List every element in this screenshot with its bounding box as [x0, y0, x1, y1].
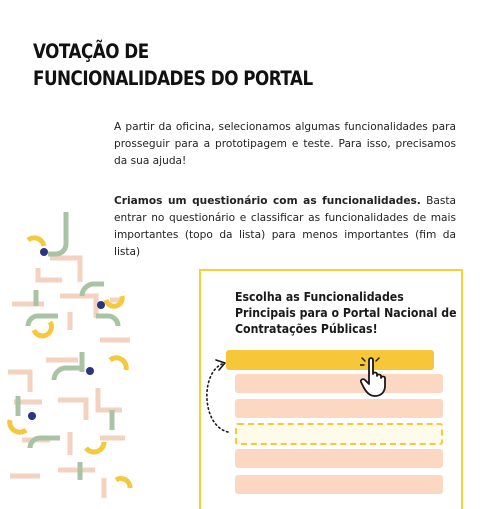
instructions-paragraph	[114, 193, 456, 261]
ranking-item-dragged[interactable]	[226, 350, 434, 370]
card-heading-line-3: Contratações Públicas!	[235, 322, 378, 336]
ranking-item[interactable]	[235, 399, 443, 418]
instructions-rest: Basta entrar no questionário e classificar as funcionalidades de mais importantes (topo da lista) para menos importantes (fim da lista)	[114, 195, 456, 258]
card-heading-line-2: Principais para o Portal Nacional de	[235, 306, 457, 320]
ranking-item[interactable]	[235, 374, 443, 393]
page-title-line-1: VOTAÇÃO DE	[33, 40, 149, 63]
curved-dotted-arrow-icon	[198, 356, 234, 436]
decorative-pattern	[0, 205, 135, 505]
intro-paragraph: A partir da oficina, selecionamos algumas funcionalidades para prosseguir para a prototipagem e teste. Para isso, precisamos da sua ajuda!	[114, 121, 456, 167]
card-heading	[235, 289, 457, 337]
card-heading-line-1: Escolha as Funcionalidades	[235, 290, 404, 304]
page-title-line-2: FUNCIONALIDADES DO PORTAL	[33, 67, 313, 90]
instructions-bold-lead: Criamos um questionário com as funcionalidades.	[114, 195, 421, 207]
hand-pointer-icon	[360, 356, 396, 398]
ranking-item[interactable]	[235, 449, 443, 468]
page-title	[33, 38, 313, 92]
ranking-drop-placeholder[interactable]	[235, 423, 443, 445]
ranking-item[interactable]	[235, 475, 443, 494]
